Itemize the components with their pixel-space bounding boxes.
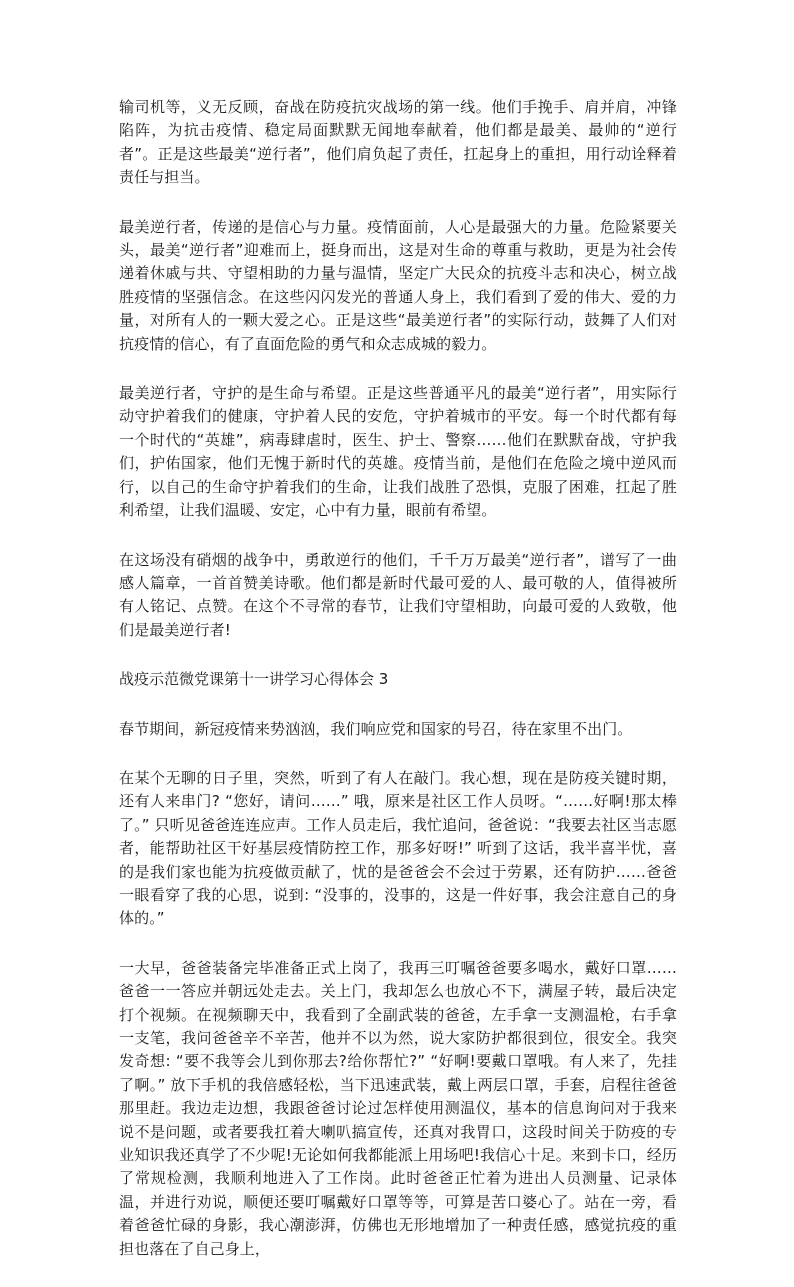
paragraph-3: 最美逆行者，守护的是生命与希望。正是这些普通平凡的最美“逆行者”，用实际行动守护着我们的健康，守护着人民的安危，守护着城市的平安。每一个时代都有每一个时代的“英雄”，病毒肆虐时，医生、护士、警察……他们在默默奋战，守护我们，护佑国家，他们无愧于新时代的英雄。疫情当前，是他们在危险之境中逆风而行，以自己的生命守护着我们的生命，让我们战胜了恐惧，克服了困难，扛起了胜利希望，让我们温暖、安定，心中有力量，眼前有希望。 — [119, 384, 677, 520]
paragraph-2: 最美逆行者，传递的是信心与力量。疫情面前，人心是最强大的力量。危险紧要关头，最美“逆行者”迎难而上，挺身而出，这是对生命的尊重与救助，更是为社会传递着休戚与共、守望相助的力量与温情，坚定广大民众的抗疫斗志和决心，树立战胜疫情的坚强信念。在这些闪闪发光的普通人身上，我们看到了爱的伟大、爱的力量，对所有人的一颗大爱之心。正是这些“最美逆行者”的实际行动，鼓舞了人们对抗疫情的信心，有了直面危险的勇气和众志成城的毅力。 — [119, 217, 677, 353]
paragraph-4: 在这场没有硝烟的战争中，勇敢逆行的他们，千千万万最美“逆行者”，谱写了一曲感人篇章，一首首赞美诗歌。他们都是新时代最可爱的人、最可敬的人，值得被所有人铭记、点赞。在这个不寻常的春节，让我们守望相助，向最可爱的人致敬，他们是最美逆行者! — [119, 550, 677, 639]
document-page — [119, 96, 677, 1287]
paragraph-6: 在某个无聊的日子里，突然，听到了有人在敲门。我心想，现在是防疫关键时期，还有人来串门? “您好，请问……” 哦，原来是社区工作人员呀。“……好啊!那太棒了。” 只听见爸爸连连应声。工作人员走后，我忙追问，爸爸说：“我要去社区当志愿者，能帮助社区干好基层疫情防控工作，那多好呀!” 听到了这话，我半喜半忧，喜的是我们家也能为抗疫做贡献了，忧的是爸爸会不会过于劳累，还有防护……爸爸一眼看穿了我的心思，说到: “没事的，没事的，这是一件好事，我会注意自己的身体的。” — [119, 768, 677, 928]
section-title: 战疫示范微党课第十一讲学习心得体会 3 — [119, 670, 389, 689]
paragraph-1: 输司机等，义无反顾，奋战在防疫抗灾战场的第一线。他们手挽手、肩并肩，冲锋陷阵，为抗击疫情、稳定局面默默无闻地奉献着，他们都是最美、最帅的“逆行者”。正是这些最美“逆行者”，他们肩负起了责任，扛起身上的重担，用行动诠释着责任与担当。 — [119, 98, 677, 187]
paragraph-7: 一大早，爸爸装备完毕准备正式上岗了，我再三叮嘱爸爸要多喝水，戴好口罩……爸爸一一答应并朝远处走去。关上门，我却怎么也放心不下，满屋子转，最后决定打个视频。在视频聊天中，我看到了全副武装的爸爸，左手拿一支测温枪，右手拿一支笔，我问爸爸辛不辛苦，他并不以为然，说大家防护都很到位，很安全。我突发奇想: “要不我等会儿到你那去?给你帮忙?” “好啊!要戴口罩哦。有人来了，先挂了啊。” 放下手机的我倍感轻松，当下迅速武装，戴上两层口罩，手套，启程往爸爸那里赶。我边走边想，我跟爸爸讨论过怎样使用测温仪，基本的信息询问对于我来说不是问题，或者要我扛着大喇叭搞宣传，还真对我胃口，这段时间关于防疫的专业知识我还真学了不少呢!无论如何我都能派上用场吧!我信心十足。来到卡口，经历了常规检测，我顺利地进入了工作岗。此时爸爸正忙着为进出人员测量、记录体温，并进行劝说，顺便还要叮嘱戴好口罩等等，可算是苦口婆心了。站在一旁，看着爸爸忙碌的身影，我心潮澎湃，仿佛也无形地增加了一种责任感，感觉抗疫的重担也落在了自己身上， — [119, 958, 677, 1258]
paragraph-5: 春节期间，新冠疫情来势汹汹，我们响应党和国家的号召，待在家里不出门。 — [119, 719, 633, 738]
